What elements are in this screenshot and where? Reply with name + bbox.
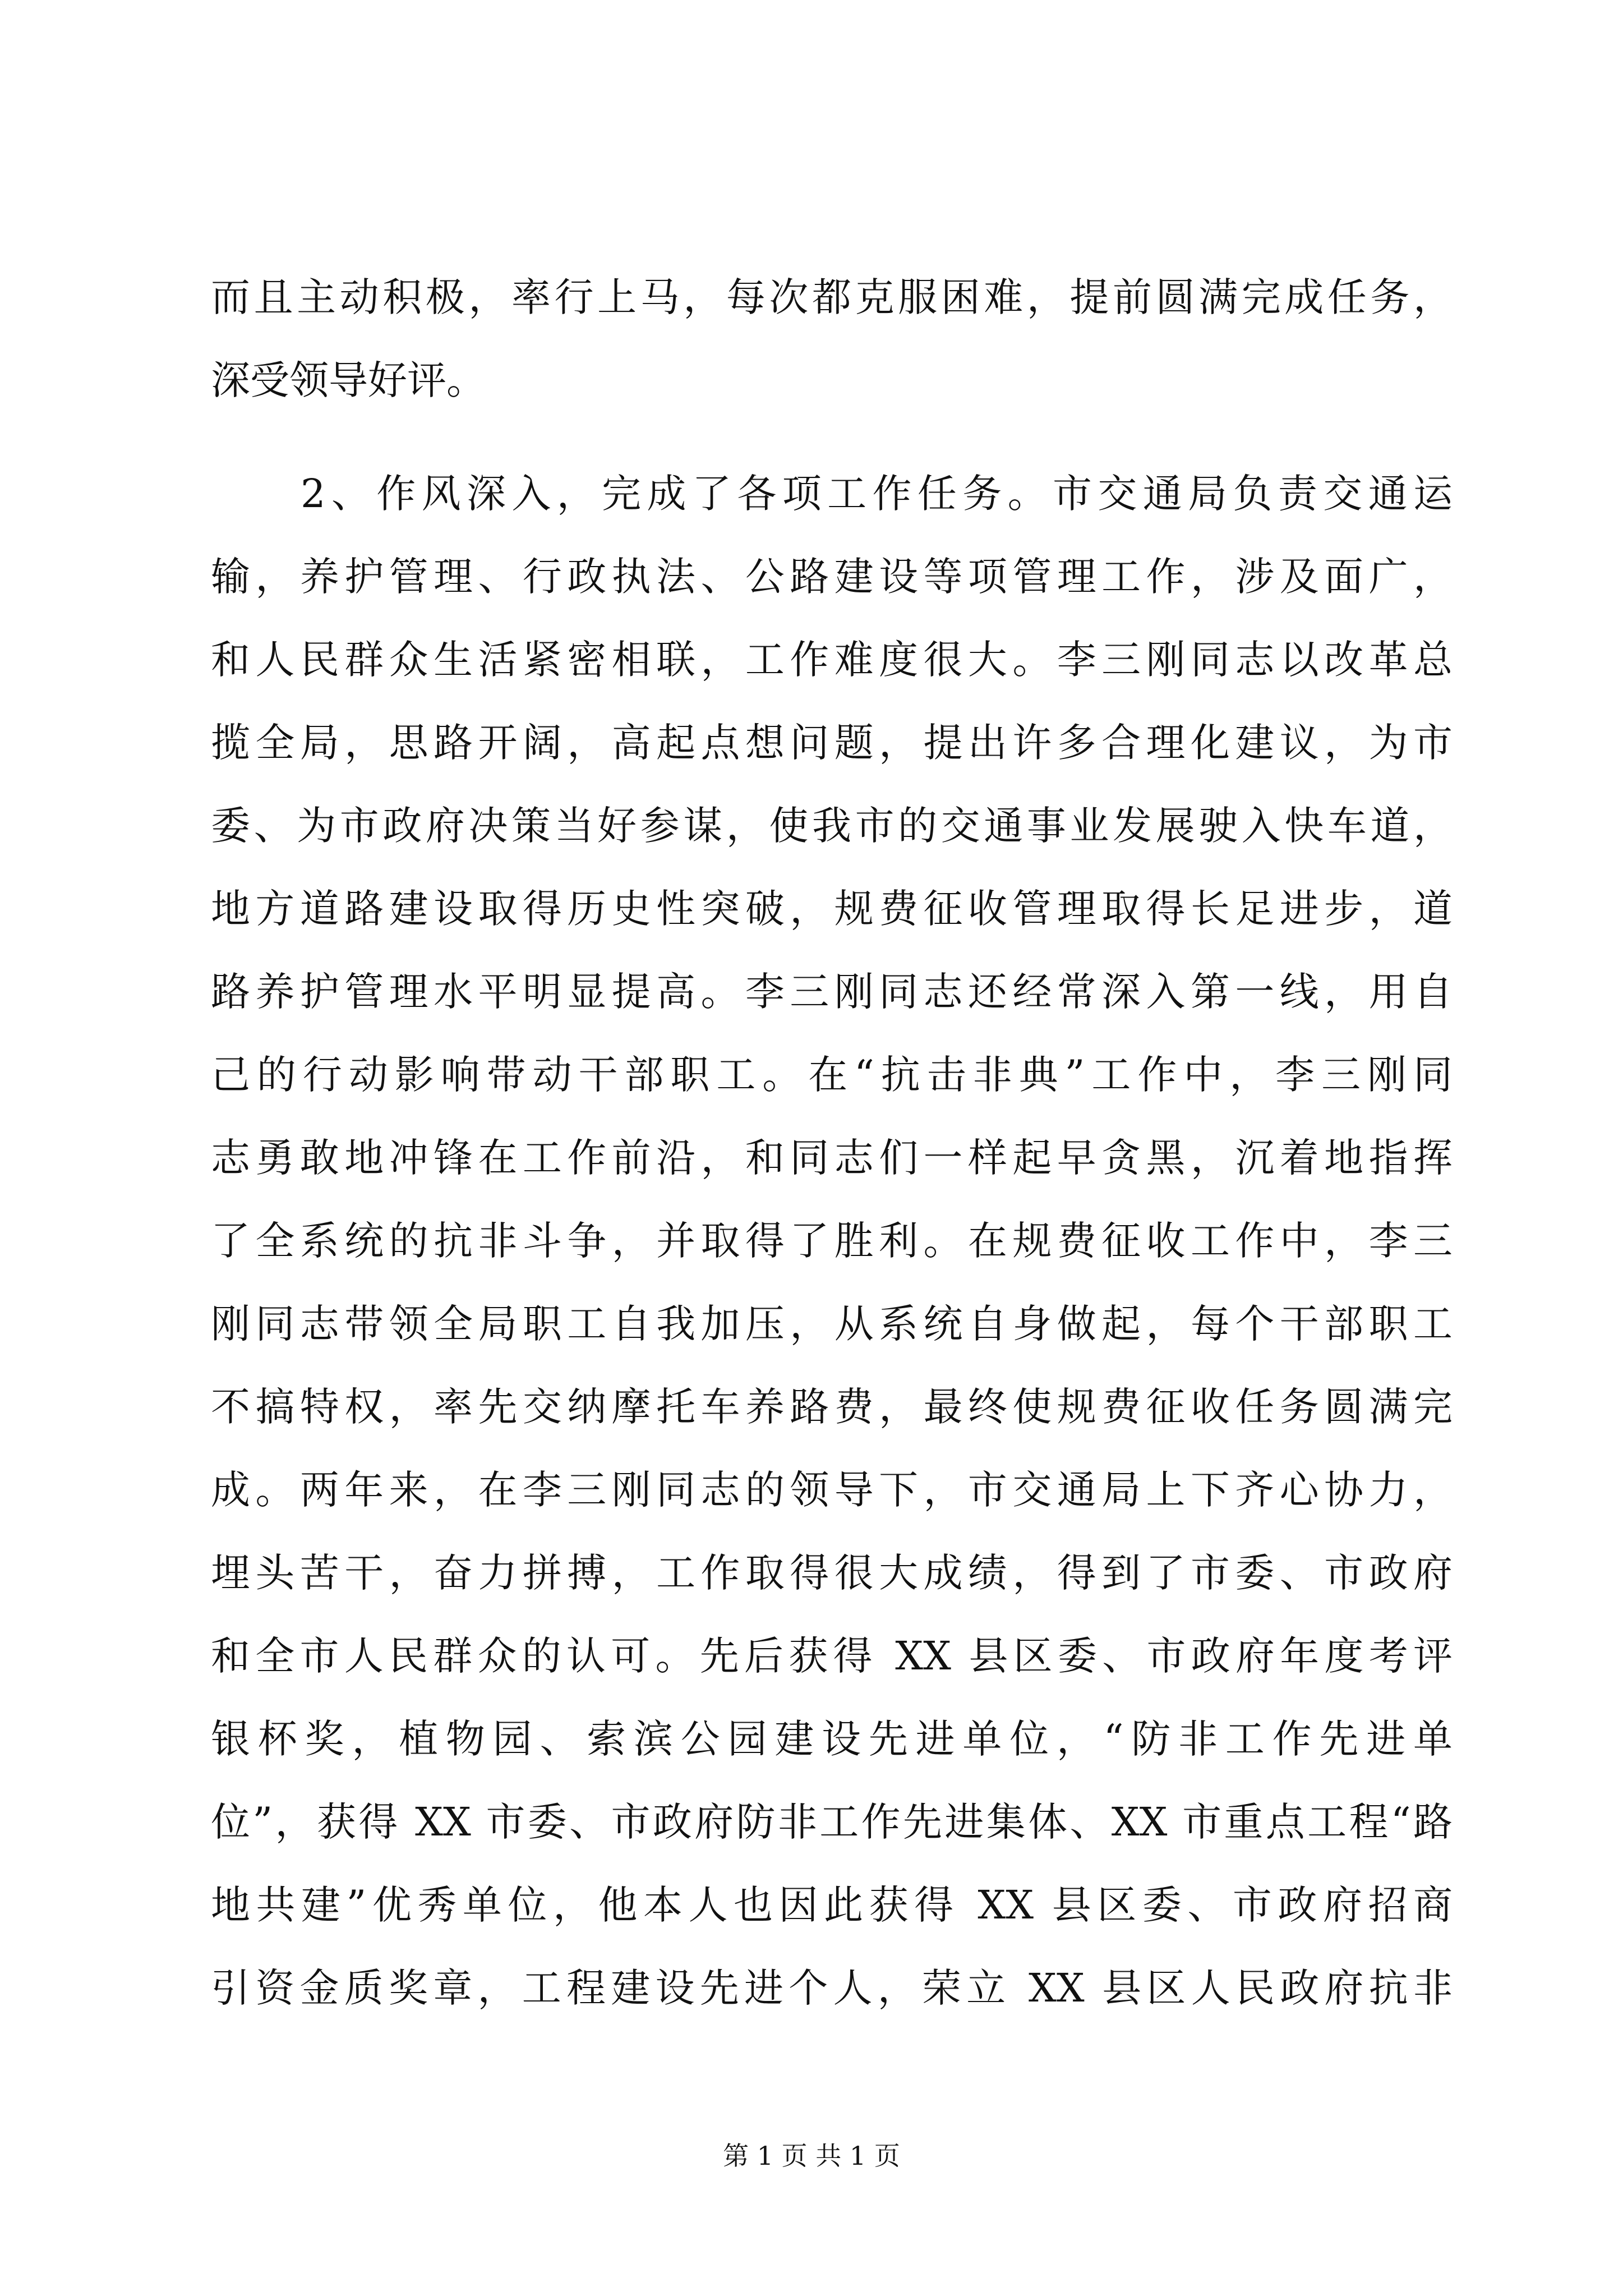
text-line: 埋头苦干，奋力拼搏，工作取得很大成绩，得到了市委、市政府 [211,1550,1453,1596]
text-line: 地共建”优秀单位，他本人也因此获得 XX 县区委、市政府招商 [211,1882,1453,1928]
text-line: 而且主动积极，率行上马，每次都克服困难，提前圆满完成任务， [211,274,1453,320]
text-line: 委、为市政府决策当好参谋，使我市的交通事业发展驶入快车道， [211,803,1453,849]
text-line: 己的行动影响带动干部职工。在“抗击非典”工作中，李三刚同 [211,1052,1453,1098]
text-line: 了全系统的抗非斗争，并取得了胜利。在规费征收工作中，李三 [211,1218,1453,1264]
text-line: 刚同志带领全局职工自我加压，从系统自身做起，每个干部职工 [211,1301,1453,1347]
text-line: 和全市人民群众的认可。先后获得 XX 县区委、市政府年度考评 [211,1633,1453,1679]
text-line: 输，养护管理、行政执法、公路建设等项管理工作，涉及面广， [211,554,1453,600]
text-line: 银杯奖，植物园、索滨公园建设先进单位，“防非工作先进单 [211,1716,1453,1762]
text-line: 2、作风深入，完成了各项工作任务。市交通局负责交通运 [301,471,1453,517]
text-line: 和人民群众生活紧密相联，工作难度很大。李三刚同志以改革总 [211,637,1453,683]
page-footer: 第 1 页 共 1 页 [723,2141,900,2171]
text-line: 深受领导好评。 [211,357,486,403]
text-line: 引资金质奖章，工程建设先进个人，荣立 XX 县区人民政府抗非 [211,1965,1453,2011]
text-line: 地方道路建设取得历史性突破，规费征收管理取得长足进步，道 [211,886,1453,932]
text-line: 志勇敢地冲锋在工作前沿，和同志们一样起早贪黑，沉着地指挥 [211,1135,1453,1181]
text-line: 揽全局，思路开阔，高起点想问题，提出许多合理化建议，为市 [211,720,1453,766]
text-line: 成。两年来，在李三刚同志的领导下，市交通局上下齐心协力， [211,1467,1453,1513]
text-line: 位”，获得 XX 市委、市政府防非工作先进集体、XX 市重点工程“路 [211,1799,1453,1845]
text-line: 路养护管理水平明显提高。李三刚同志还经常深入第一线，用自 [211,969,1453,1015]
text-line: 不搞特权，率先交纳摩托车养路费，最终使规费征收任务圆满完 [211,1384,1453,1430]
